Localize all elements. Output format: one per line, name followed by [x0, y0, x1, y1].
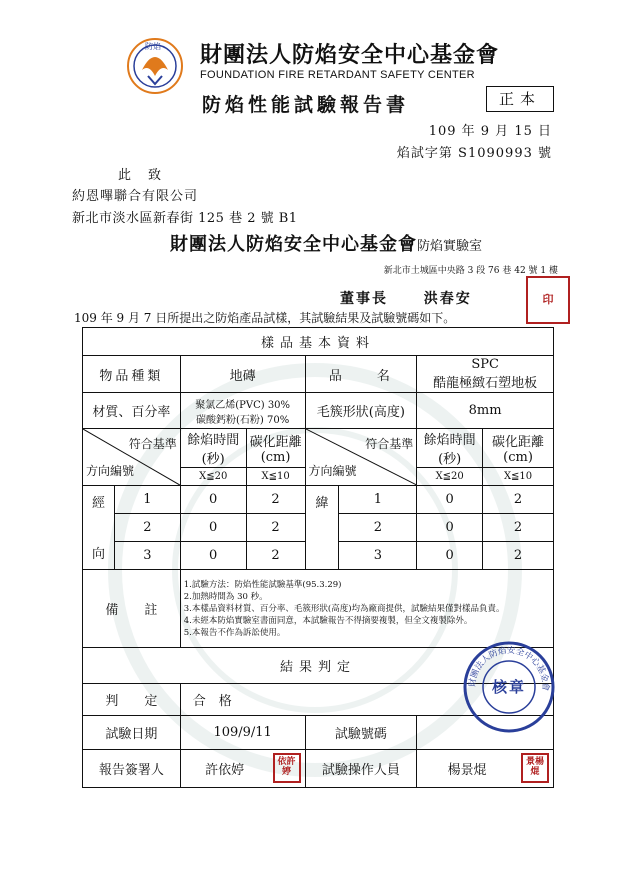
operator-name: 楊景焜: [447, 763, 487, 778]
reference-number: 焰試字第 S1090993 號: [396, 146, 552, 161]
signer-label: 報告簽署人: [83, 750, 181, 788]
lab-name: [170, 230, 482, 256]
signer-seal: [273, 753, 301, 783]
signer-name: 許依婷: [205, 763, 245, 778]
weft-direction-label: 緯: [305, 486, 339, 570]
warp-criteria-header: [83, 429, 181, 486]
item-type-value: 地磚: [180, 356, 305, 393]
direction-label: 方向編號: [86, 464, 135, 478]
warp-char-1: 2: [246, 486, 305, 514]
weft-char-2: 2: [483, 514, 554, 542]
warp-afterflame-2: 0: [180, 514, 246, 542]
afterflame-unit: (秒): [201, 452, 225, 467]
remarks-label: 備 註: [83, 570, 181, 648]
operator-label: 試驗操作人員: [305, 750, 417, 788]
signer-cell: [180, 750, 305, 788]
report-date: 109 年 9 月 15 日: [428, 124, 552, 139]
direction-label-weft: 方向編號: [308, 464, 357, 478]
weft-char-1: 2: [483, 486, 554, 514]
material-line1: 聚氯乙烯(PVC) 30%: [195, 399, 291, 411]
criteria-label: 符合基準: [128, 437, 177, 451]
weft-afterflame-1: 0: [417, 486, 483, 514]
char-header: [246, 429, 305, 468]
warp-direction-label: [83, 486, 115, 570]
org-english-name: FOUNDATION FIRE RETARDANT SAFETY CENTER: [200, 69, 475, 81]
signer-seal-text: 依許婷: [277, 757, 296, 777]
test-date-label: 試驗日期: [83, 716, 181, 750]
weft-criteria-header: [305, 429, 417, 486]
thickness-label: 毛簇形狀(高度): [305, 393, 417, 429]
chairman-name: 洪春安: [423, 291, 472, 307]
item-type-label: 物品種類: [83, 356, 181, 393]
operator-seal: [521, 753, 549, 783]
original-copy-box: 正本: [486, 86, 554, 112]
approval-stamp: [462, 640, 556, 734]
recipient-address: 新北市淡水區新春街 125 巷 2 號 B1: [72, 211, 298, 226]
remarks-list: [180, 570, 553, 648]
material-line2: 碳酸鈣粉(石粉) 70%: [196, 414, 290, 426]
material-cell: [180, 393, 305, 429]
warp-no-2: 2: [114, 514, 180, 542]
stamp-center-text: 核章: [491, 678, 526, 696]
afterflame-unit-weft: (秒): [438, 452, 462, 467]
remark-item: 5.本報告不作為訴訟使用。: [183, 627, 286, 638]
remark-item: 2.加熱時間為 30 秒。: [183, 591, 268, 602]
item-name-label: 品 名: [305, 356, 417, 393]
material-label: 材質、百分率: [83, 393, 181, 429]
chairman-seal-text: 印: [542, 293, 554, 306]
section-result: 結果判定: [83, 648, 554, 684]
lab-suffix: 防焰實驗室: [417, 239, 483, 254]
afterflame-header: [180, 429, 246, 468]
char-unit-weft: (cm): [503, 450, 533, 465]
afterflame-header-weft: [417, 429, 483, 468]
criteria-label-weft: 符合基準: [365, 437, 414, 451]
operator-seal-text: 景楊焜: [525, 757, 544, 777]
intro-text: 109 年 9 月 7 日所提出之防焰產品試樣，其試驗結果及試驗號碼如下。: [74, 311, 456, 325]
warp-afterflame-3: 0: [180, 542, 246, 570]
test-no-label: 試驗號碼: [305, 716, 417, 750]
warp-label-2: 向: [91, 547, 105, 562]
org-title: 財團法人防焰安全中心基金會: [200, 42, 500, 68]
char-unit: (cm): [260, 450, 291, 465]
remark-item: 4.未經本防焰實驗室書面同意，本試驗報告不得摘要複製，但全文複製除外。: [183, 615, 473, 626]
report-title: 防焰性能試驗報告書: [202, 94, 410, 116]
warp-no-1: 1: [114, 486, 180, 514]
operator-cell: [417, 750, 554, 788]
salutation: 此 致: [118, 168, 164, 183]
recipient-company: 約恩嗶聯合有限公司: [72, 189, 199, 204]
stamp-ring-text: 財團法人防焰安全中心基金會: [467, 645, 551, 692]
weft-no-1: 1: [339, 486, 417, 514]
item-name-line1: SPC: [471, 357, 499, 372]
chairman-seal: [526, 276, 570, 324]
weft-afterflame-2: 0: [417, 514, 483, 542]
item-name-cell: [417, 356, 554, 393]
char-label-weft: 碳化距離: [492, 435, 545, 450]
remark-item: 1.試驗方法：防焰性能試驗基準(95.3.29): [183, 579, 342, 590]
foundation-logo: [126, 36, 184, 98]
weft-no-3: 3: [339, 542, 417, 570]
char-header-weft: [483, 429, 554, 468]
warp-afterflame-1: 0: [180, 486, 246, 514]
weft-no-2: 2: [339, 514, 417, 542]
afterflame-std-weft: X≦20: [417, 468, 483, 486]
lab-address: 新北市土城區中央路 3 段 76 巷 42 號 1 樓: [383, 266, 558, 276]
weft-char-3: 2: [483, 542, 554, 570]
warp-char-2: 2: [246, 514, 305, 542]
remark-item: 3.本樣品資料材質、百分率、毛簇形狀(高度)均為廠商提供，試驗結果僅對樣品負責。: [183, 603, 505, 614]
lab-org: 財團法人防焰安全中心基金會: [170, 234, 417, 255]
afterflame-std: X≦20: [180, 468, 246, 486]
warp-char-3: 2: [246, 542, 305, 570]
char-label: 碳化距離: [249, 435, 302, 450]
item-name-line2: 酷龍極緻石塑地板: [433, 376, 538, 391]
chairman: [340, 288, 472, 308]
judgement-value: 合 格: [180, 684, 553, 716]
char-std: X≦10: [246, 468, 305, 486]
thickness-value: 8mm: [417, 393, 554, 429]
test-date-value: 109/9/11: [180, 716, 305, 750]
afterflame-label: 餘焰時間: [187, 433, 240, 448]
warp-label-1: 經: [91, 496, 105, 511]
char-std-weft: X≦10: [483, 468, 554, 486]
chairman-title: 董事長: [340, 291, 388, 307]
warp-no-3: 3: [114, 542, 180, 570]
weft-afterflame-3: 0: [417, 542, 483, 570]
logo-text: 防焰: [145, 42, 161, 51]
judgement-label: 判 定: [83, 684, 181, 716]
afterflame-label-weft: 餘焰時間: [423, 433, 476, 448]
section-basic-info: 樣品基本資料: [83, 328, 554, 356]
